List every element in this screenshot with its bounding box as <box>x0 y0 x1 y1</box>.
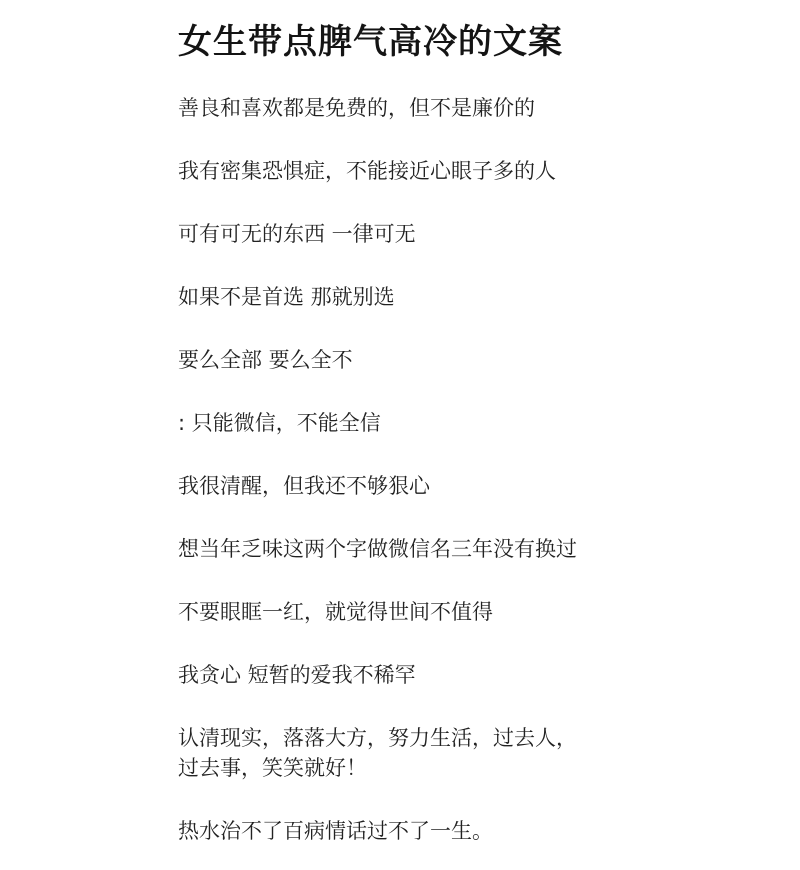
quote-row: 认清现实，落落大方，努力生活，过去人， <box>178 726 577 750</box>
quote-line: 善良和喜欢都是免费的，但不是廉价的 <box>178 96 535 120</box>
quote-line-multirow <box>178 723 618 783</box>
quote-line: 要么全部 要么全不 <box>178 348 353 372</box>
quote-line: 想当年乏味这两个字做微信名三年没有换过 <box>178 537 577 561</box>
quote-line: 不要眼眶一红，就觉得世间不值得 <box>178 600 493 624</box>
quote-row: 过去事，笑笑就好！ <box>178 756 367 780</box>
quote-list <box>178 93 778 846</box>
quote-line: 我有密集恐惧症，不能接近心眼子多的人 <box>178 159 556 183</box>
quote-line: 可有可无的东西 一律可无 <box>178 222 416 246</box>
quote-line: 如果不是首选 那就别选 <box>178 285 395 309</box>
quote-line: : 只能微信，不能全信 <box>178 411 381 435</box>
quote-line: 我很清醒，但我还不够狠心 <box>178 474 430 498</box>
quote-line: 我贪心 短暂的爱我不稀罕 <box>178 663 416 687</box>
page-title: 女生带点脾气高冷的文案 <box>178 22 563 62</box>
quote-line: 热水治不了百病情话过不了一生。 <box>178 819 493 843</box>
